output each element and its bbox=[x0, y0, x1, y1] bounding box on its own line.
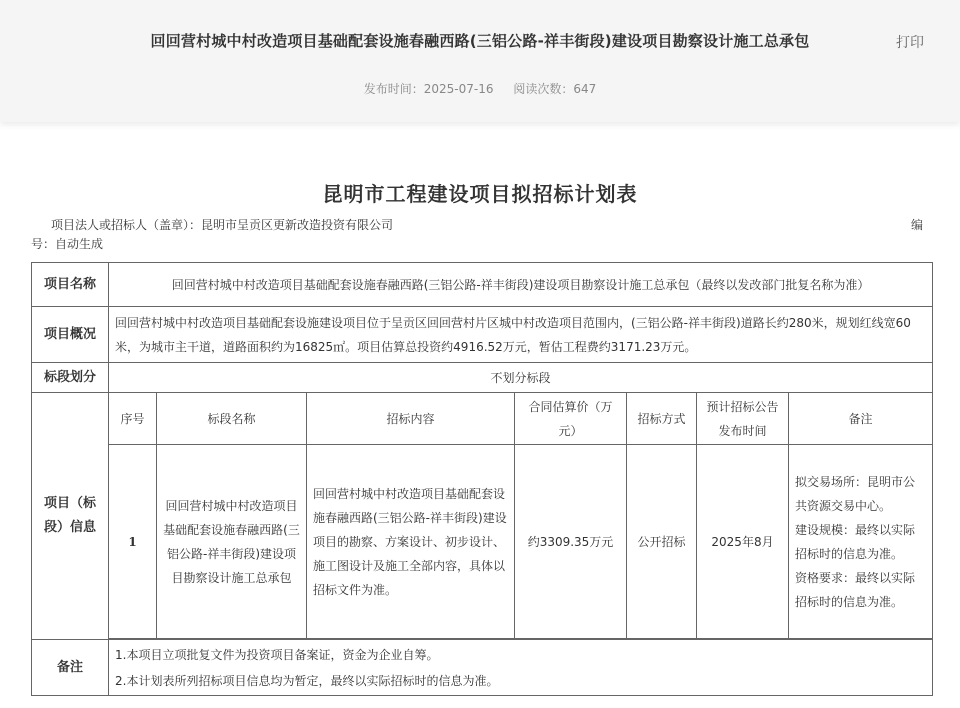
project-name-value: 回回营村城中村改造项目基础配套设施春融西路(三铝公路-祥丰街段)建设项目勘察设计施工总承包（最终以发改部门批复名称为准） bbox=[109, 263, 933, 307]
owner-text: 项目法人或招标人（盖章）：昆明市呈贡区更新改造投资有限公司 bbox=[51, 218, 394, 232]
remark-line: 资格要求：最终以实际招标时的信息为准。 bbox=[795, 570, 916, 609]
col-content-header: 招标内容 bbox=[307, 393, 515, 445]
section-division-value: 不划分标段 bbox=[109, 363, 933, 393]
overview-label: 项目概况 bbox=[32, 307, 109, 363]
plan-table bbox=[31, 262, 933, 696]
note-line: 2.本计划表所列招标项目信息均为暂定，最终以实际招标时的信息为准。 bbox=[115, 673, 499, 688]
table-row bbox=[32, 363, 933, 393]
section-info-label: 项目（标段）信息 bbox=[32, 393, 109, 640]
col-method-header: 招标方式 bbox=[627, 393, 697, 445]
table-header-row bbox=[32, 393, 933, 445]
print-link[interactable]: 打印 bbox=[896, 35, 924, 51]
section-division-label: 标段划分 bbox=[32, 363, 109, 393]
row-price: 约3309.35万元 bbox=[515, 445, 627, 639]
row-section-name: 回回营村城中村改造项目基础配套设施春融西路(三铝公路-祥丰街段)建设项目勘察设计施工总承包 bbox=[157, 445, 307, 639]
remark-line: 建设规模：最终以实际招标时的信息为准。 bbox=[795, 522, 916, 561]
notes-label: 备注 bbox=[32, 640, 109, 696]
col-time-header: 预计招标公告发布时间 bbox=[697, 393, 789, 445]
project-name-label: 项目名称 bbox=[32, 263, 109, 307]
article-header bbox=[0, 0, 960, 122]
table-row bbox=[32, 263, 933, 307]
article-meta bbox=[0, 80, 960, 97]
row-content: 回回营村城中村改造项目基础配套设施春融西路(三铝公路-祥丰街段)建设项目的勘察、方案设计、初步设计、施工图设计及施工全部内容，具体以招标文件为准。 bbox=[307, 445, 515, 639]
row-time: 2025年8月 bbox=[697, 445, 789, 639]
overview-value: 回回营村城中村改造项目基础配套设施建设项目位于呈贡区回回营村片区城中村改造项目范围内，(三铝公路-祥丰街段)道路长约280米，规划红线宽60米，为城市主干道，道路面积约为16825㎡。项目估算总投资约4916.52万元，暂估工程费约3171.23万元。 bbox=[109, 307, 933, 363]
row-method: 公开招标 bbox=[627, 445, 697, 639]
number-label-part2: 号：自动生成 bbox=[31, 237, 104, 251]
col-price-header: 合同估算价（万元） bbox=[515, 393, 627, 445]
col-remark-header: 备注 bbox=[789, 393, 933, 445]
read-count: 阅读次数：647 bbox=[513, 82, 597, 96]
col-seq-header: 序号 bbox=[109, 393, 157, 445]
table-row bbox=[32, 307, 933, 363]
number-label-part1: 编 bbox=[910, 218, 923, 232]
table-row bbox=[32, 445, 933, 639]
row-remark bbox=[789, 445, 933, 639]
notes-value bbox=[109, 640, 933, 696]
col-name-header: 标段名称 bbox=[157, 393, 307, 445]
publish-time: 发布时间：2025-07-16 bbox=[363, 82, 494, 96]
note-line: 1.本项目立项批复文件为投资项目备案证，资金为企业自筹。 bbox=[115, 647, 439, 662]
document-title: 昆明市工程建设项目拟招标计划表 bbox=[322, 182, 638, 206]
row-seq: 1 bbox=[109, 445, 157, 639]
article-title: 回回营村城中村改造项目基础配套设施春融西路(三铝公路-祥丰街段)建设项目勘察设计施工总承包 bbox=[150, 32, 810, 50]
remark-line: 拟交易场所：昆明市公共资源交易中心。 bbox=[795, 474, 916, 513]
owner-line bbox=[31, 216, 926, 254]
table-row bbox=[32, 640, 933, 696]
